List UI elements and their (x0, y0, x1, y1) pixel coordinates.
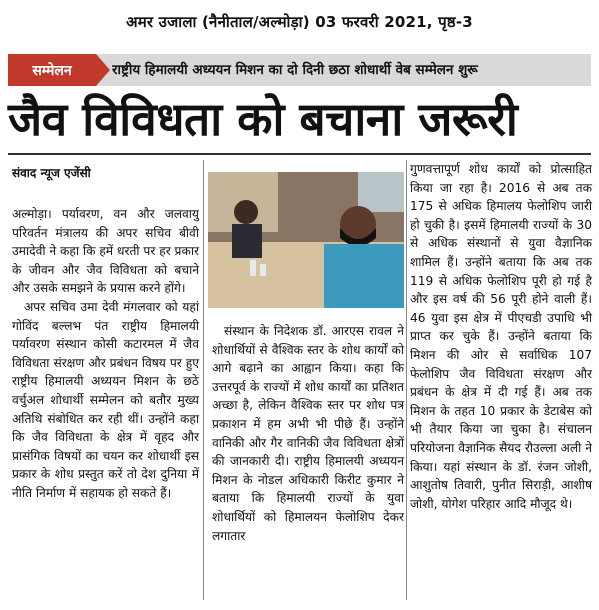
paragraph: अल्मोड़ा। पर्यावरण, वन और जलवायु परिवर्तन मंत्रालय की अपर सचिव बीवी उमादेवी ने कहा कि हमें धरती पर हर प्रकार के जीवन और जैव विविधता को बचाने और उसके समझने के प्रयास करने होंगे। (12, 207, 199, 296)
paragraph: अपर सचिव उमा देवी मंगलवार को यहां गोविंद बल्लभ पंत राष्ट्रीय हिमालयी पर्यावरण संस्थान कोसी कटारमल में जैव विविधता संरक्षण और प्रबंधन विषय पर हुए राष्ट्रीय हिमालयी अध्ययन मिशन के छठे वर्चुअल शोधार्थी सम्मेलन को बतौर मुख्य अतिथि संबोधित कर रही थीं। उन्होंने कहा कि जैव विविधता के क्षेत्र में वृहद और प्रासंगिक विषयों का चयन कर शोधार्थी इस प्रकार के शोध प्रस्तुत करें तो देश दुनिया में नीति निर्माण में सहायक हो सकते हैं। (12, 299, 199, 500)
article-photo (208, 172, 404, 308)
byline: संवाद न्यूज एजेंसी (12, 166, 91, 180)
article-column-2 (212, 322, 404, 545)
paragraph: गुणवत्तापूर्ण शोध कार्यों को प्रोत्साहित किया जा रहा है। 2016 से अब तक 175 से अधिक हिमालय फेलोशिप जारी हो चुकी है। इसमें हिमालयी राज्यों के 30 से अधिक संस्थानों से युवा वैज्ञानिक शामिल हैं। उन्होंने बताया कि अब तक 119 से अधिक फेलोशिप पूरी हो गई है और इस वर्ष की 56 पूरी होने वाली हैं। 46 युवा इस क्षेत्र में पीएचडी उपाधि भी प्राप्त कर चुके हैं। उन्होंने बताया कि मिशन की ओर से सर्वाधिक 107 फेलोशिप जैव विविधता संरक्षण और प्रबंधन के क्षेत्र में दी गई हैं। अब तक मिशन के तहत 10 प्रकार के डेटाबेस को भी तैयार किया जा चुका है। संचालन परियोजना वैज्ञानिक सैयद रौउल्ला अली ने किया। यहां संस्थान के डॉ. रंजन जोशी, आशुतोष तिवारी, पुनीत सिराड़ी, आशीष जोशी, योगेश परिहार आदि मौजूद थे। (410, 162, 592, 511)
headline-rule (8, 153, 591, 155)
newspaper-header: अमर उजाला (नैनीताल/अल्मोड़ा) 03 फरवरी 2021, पृष्ठ-3 (126, 13, 473, 31)
photo-illustration (208, 172, 404, 308)
headline: जैव विविधता को बचाना जरूरी (8, 92, 518, 146)
column-divider-2 (406, 160, 407, 600)
kicker-text: राष्ट्रीय हिमालयी अध्ययन मिशन का दो दिनी छठा शोधार्थी वेब सम्मेलन शुरू (112, 62, 478, 78)
paragraph: संस्थान के निदेशक डॉ. आरएस रावल ने शोधार्थियों से वैश्विक स्तर के शोध कार्यों को आगे बढ़ाने का आह्वान किया। कहा कि उत्तरपूर्व के राज्यों में शोध कार्यों का प्रतिशत अच्छा है, लेकिन वैश्विक स्तर पर शोध पत्र प्रकाशन में हम अभी भी पीछे हैं। उन्होंने वानिकी और गैर वानिकी जैव विविधता क्षेत्रों की जानकारी दी। राष्ट्रीय हिमालयी अध्ययन मिशन के नोडल अधिकारी किरीट कुमार ने बताया कि हिमालयी राज्यों के युवा शोधार्थियों को हिमालयन फेलोशिप देकर लगातार (212, 324, 404, 543)
article-column-3 (410, 160, 592, 513)
section-tag: सम्मेलन (8, 54, 96, 86)
column-divider-1 (203, 160, 204, 600)
article-column-1 (12, 205, 199, 503)
